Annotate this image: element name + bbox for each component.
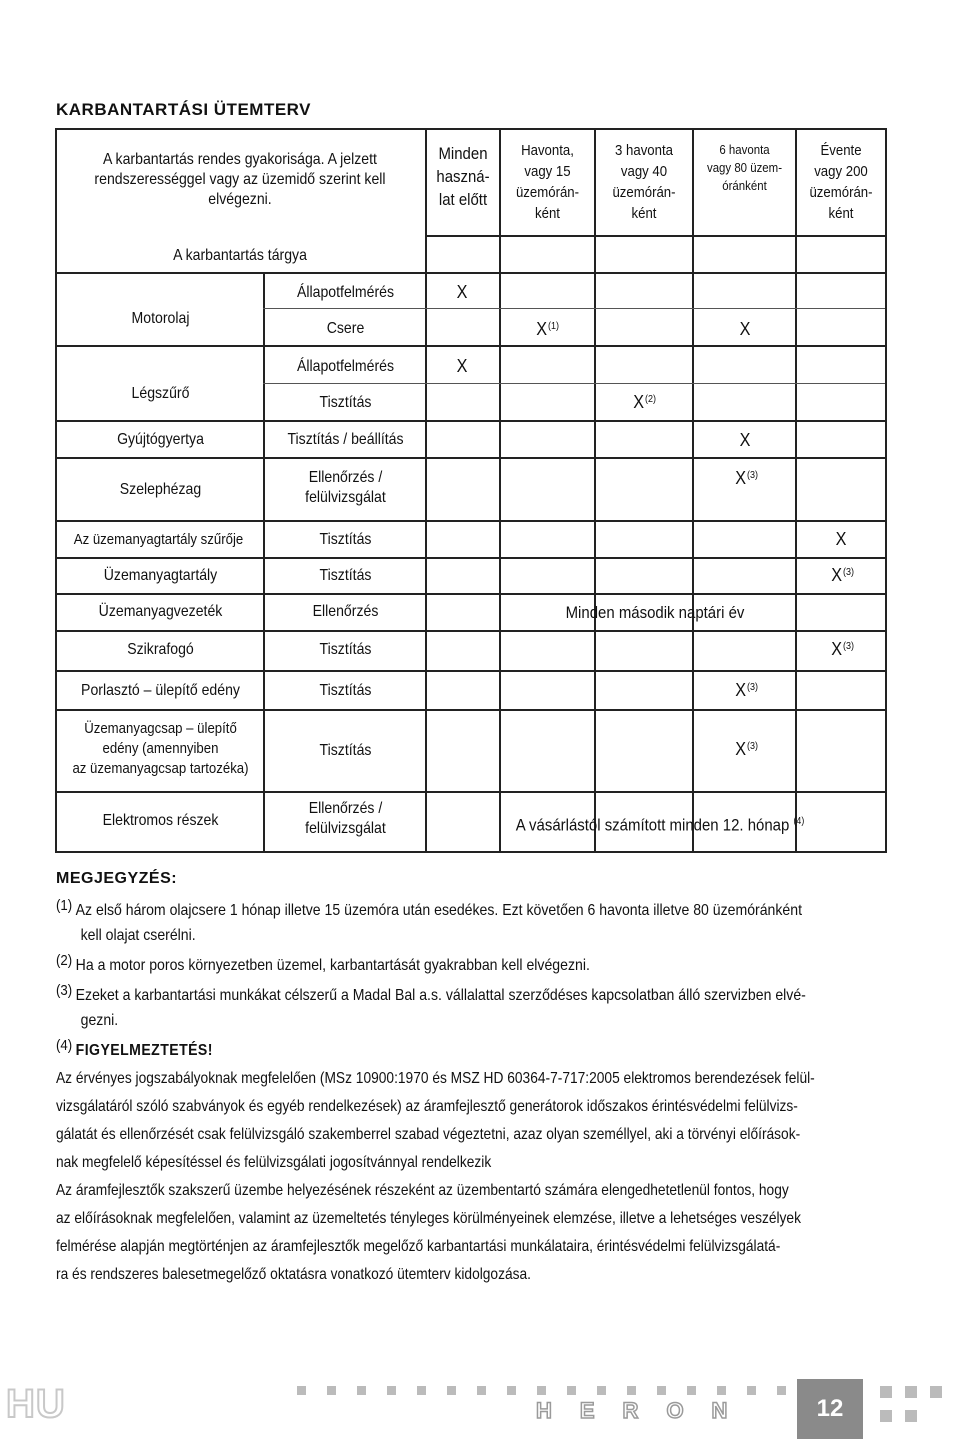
footer-square — [717, 1386, 726, 1395]
footer-square — [627, 1386, 636, 1395]
mark-x: X — [456, 356, 468, 376]
row-sep-sub — [263, 383, 885, 384]
mark-x: X — [835, 529, 847, 549]
task-condition-check: Állapotfelmérés — [296, 284, 395, 301]
task-check: Ellenőrzés — [312, 603, 379, 620]
row-air-filter: Légszűrő — [131, 385, 190, 402]
row-spark-plug: Gyújtógyertya — [117, 431, 204, 448]
row-fuel-tank: Üzemanyagtartály — [103, 567, 218, 584]
fuel-line-interval: Minden második naptári év — [565, 603, 745, 622]
footer-square — [657, 1386, 666, 1395]
task-clean: Tisztítás — [319, 742, 372, 759]
col-monthly-header: Havonta, vagy 15 üzemórán- ként — [515, 142, 580, 222]
footer-square — [537, 1386, 546, 1395]
footer-square — [880, 1386, 892, 1398]
intro-text: A karbantartás rendes gyakorisága. A jelzett rendszerességgel vagy az üzemidő szerint kell elvégezni. — [94, 151, 386, 208]
mark-x-ref3: $X^{(3)}$ — [831, 565, 854, 585]
table-bottom-border — [55, 851, 887, 853]
mark-x: X — [739, 430, 751, 450]
row-sep — [55, 670, 887, 672]
task-clean: Tisztítás — [319, 531, 372, 548]
task-inspection: Ellenőrzés / felülvizsgálat — [305, 800, 386, 837]
warning-paragraph-1: Az érvényes jogszabályoknak megfelelően (MSz 10900:1970 és MSZ HD 60364-7-717:2005 elektromos berendezések felül- vizsgálatáról szóló szabványok és egyéb rendelkezések) az áramfejlesztő generátorok időszakos érintésvédelmi felülvizs- gálatát és ellenőrzését csak felülvizsgáló szakemberrel szabad végeztetni, azaz olyan személlyel, aki a törvényi előírások- nak megfelelő képesítéssel és felülvizsgálati jogosítvánnyal rendelkezik — [56, 1070, 815, 1171]
table-left-border — [55, 128, 57, 853]
row-spark-arrester: Szikrafogó — [127, 641, 194, 658]
page-title: KARBANTARTÁSI ÜTEMTERV — [56, 100, 311, 119]
subject-header: A karbantartás tárgya — [173, 247, 307, 264]
row-sep-sub — [263, 308, 885, 309]
mark-x-ref3: $X^{(3)}$ — [735, 468, 758, 488]
footer-square — [905, 1410, 917, 1422]
footer-square — [357, 1386, 366, 1395]
task-clean-adjust: Tisztítás / beállítás — [287, 431, 404, 448]
row-sep — [55, 420, 887, 422]
note-3: (3) Ezeket a karbantartási munkákat célszerű a Madal Bal a.s. vállalattal szerződéses kapcsolatban álló szervizben elvé- — [56, 982, 806, 1004]
page-number: 12 — [797, 1379, 863, 1439]
footer-square — [297, 1386, 306, 1395]
divider-subject-task — [263, 272, 265, 853]
mark-x: X — [739, 319, 751, 339]
note-3-cont: gezni. — [80, 1012, 119, 1029]
task-clean: Tisztítás — [319, 682, 372, 699]
mark-x-ref3: $X^{(3)}$ — [735, 680, 758, 700]
footer-square — [327, 1386, 336, 1395]
note-4: (4) FIGYELMEZTETÉS! — [56, 1037, 213, 1059]
row-valve-clearance: Szelephézag — [119, 481, 202, 498]
col-yearly-header: Évente vagy 200 üzemórán- ként — [809, 142, 873, 222]
note-1: (1) Az első három olajcsere 1 hónap illetve 15 üzemóra után esedékes. Ezt követően 6 havonta illetve 80 üzemóránként — [56, 897, 803, 919]
footer-square — [417, 1386, 426, 1395]
task-inspection: Ellenőrzés / felülvizsgálat — [305, 469, 386, 506]
note-2: (2) Ha a motor poros környezetben üzemel, karbantartását gyakrabban kell elvégezni. — [56, 952, 590, 974]
footer-square — [777, 1386, 786, 1395]
row-fuel-tap-bowl: Üzemanyagcsap – ülepítő edény (amennyiben az üzemanyagcsap tartozéka) — [72, 720, 249, 777]
row-engine-oil: Motorolaj — [131, 310, 190, 327]
col-3month-header: 3 havonta vagy 40 üzemórán- ként — [612, 142, 676, 222]
task-clean: Tisztítás — [319, 641, 372, 658]
mark-x-ref3: $X^{(3)}$ — [735, 739, 758, 759]
language-code: HU — [6, 1382, 66, 1426]
col-before-use-header: Minden haszná- lat előtt — [436, 144, 490, 209]
task-replace: Csere — [326, 320, 365, 337]
footer-square — [930, 1386, 942, 1398]
task-clean: Tisztítás — [319, 567, 372, 584]
task-clean: Tisztítás — [319, 394, 372, 411]
row-sep — [55, 709, 887, 711]
header-bottom — [55, 272, 887, 274]
notes-heading: MEGJEGYZÉS: — [56, 870, 178, 887]
row-sep — [55, 630, 887, 632]
note-1-cont: kell olajat cserélni. — [80, 927, 196, 944]
row-carburetor-bowl: Porlasztó – ülepítő edény — [81, 682, 240, 699]
row-electrical-parts: Elektromos részek — [102, 812, 219, 829]
mark-x: X — [456, 282, 468, 302]
footer-square — [477, 1386, 486, 1395]
mark-x-ref1: $X^{(1)}$ — [536, 319, 559, 339]
footer-square — [387, 1386, 396, 1395]
electrical-interval: A vásárlástól számított minden 12. hónap $^{(4)}$ — [515, 815, 805, 835]
row-sep — [55, 457, 887, 459]
brand-logo: HERON — [536, 1398, 756, 1423]
notes-list — [56, 893, 956, 1289]
header-bottom-right — [425, 235, 887, 237]
mark-x-ref2: $X^{(2)}$ — [633, 392, 656, 412]
footer-square — [507, 1386, 516, 1395]
task-condition-check: Állapotfelmérés — [296, 358, 395, 375]
row-sep — [55, 345, 887, 347]
footer-square — [597, 1386, 606, 1395]
col-6month-header: 6 havonta vagy 80 üzem- óránként — [706, 142, 783, 193]
footer-square — [447, 1386, 456, 1395]
row-sep — [55, 791, 887, 793]
footer-square — [905, 1386, 917, 1398]
row-sep — [55, 593, 887, 595]
row-fuel-line: Üzemanyagvezeték — [98, 603, 223, 620]
row-sep — [55, 520, 887, 522]
footer-square — [747, 1386, 756, 1395]
footer-square — [880, 1410, 892, 1422]
footer-square — [687, 1386, 696, 1395]
warning-paragraph-2: Az áramfejlesztők szakszerű üzembe helyezésének részeként az üzembentartó számára elengedhetetlenül fontos, hogy az előírásoknak megfelelően, valamint az üzemeltetés tényleges körülményeinek elemzése, illetve a lehetséges veszélyek felmérése alapján megtörténjen az áramfejlesztők megelőző karbantartási munkálataira, érintésvédelmi felülvizsgálatá- ra és rendszeres balesetmegelőző oktatásra vonatkozó ütemterv kidolgozása. — [56, 1182, 801, 1283]
row-sep — [55, 557, 887, 559]
table-top-border — [55, 128, 887, 130]
row-tank-filter: Az üzemanyagtartály szűrője — [73, 531, 244, 548]
mark-x-ref3: $X^{(3)}$ — [831, 639, 854, 659]
footer-square — [567, 1386, 576, 1395]
